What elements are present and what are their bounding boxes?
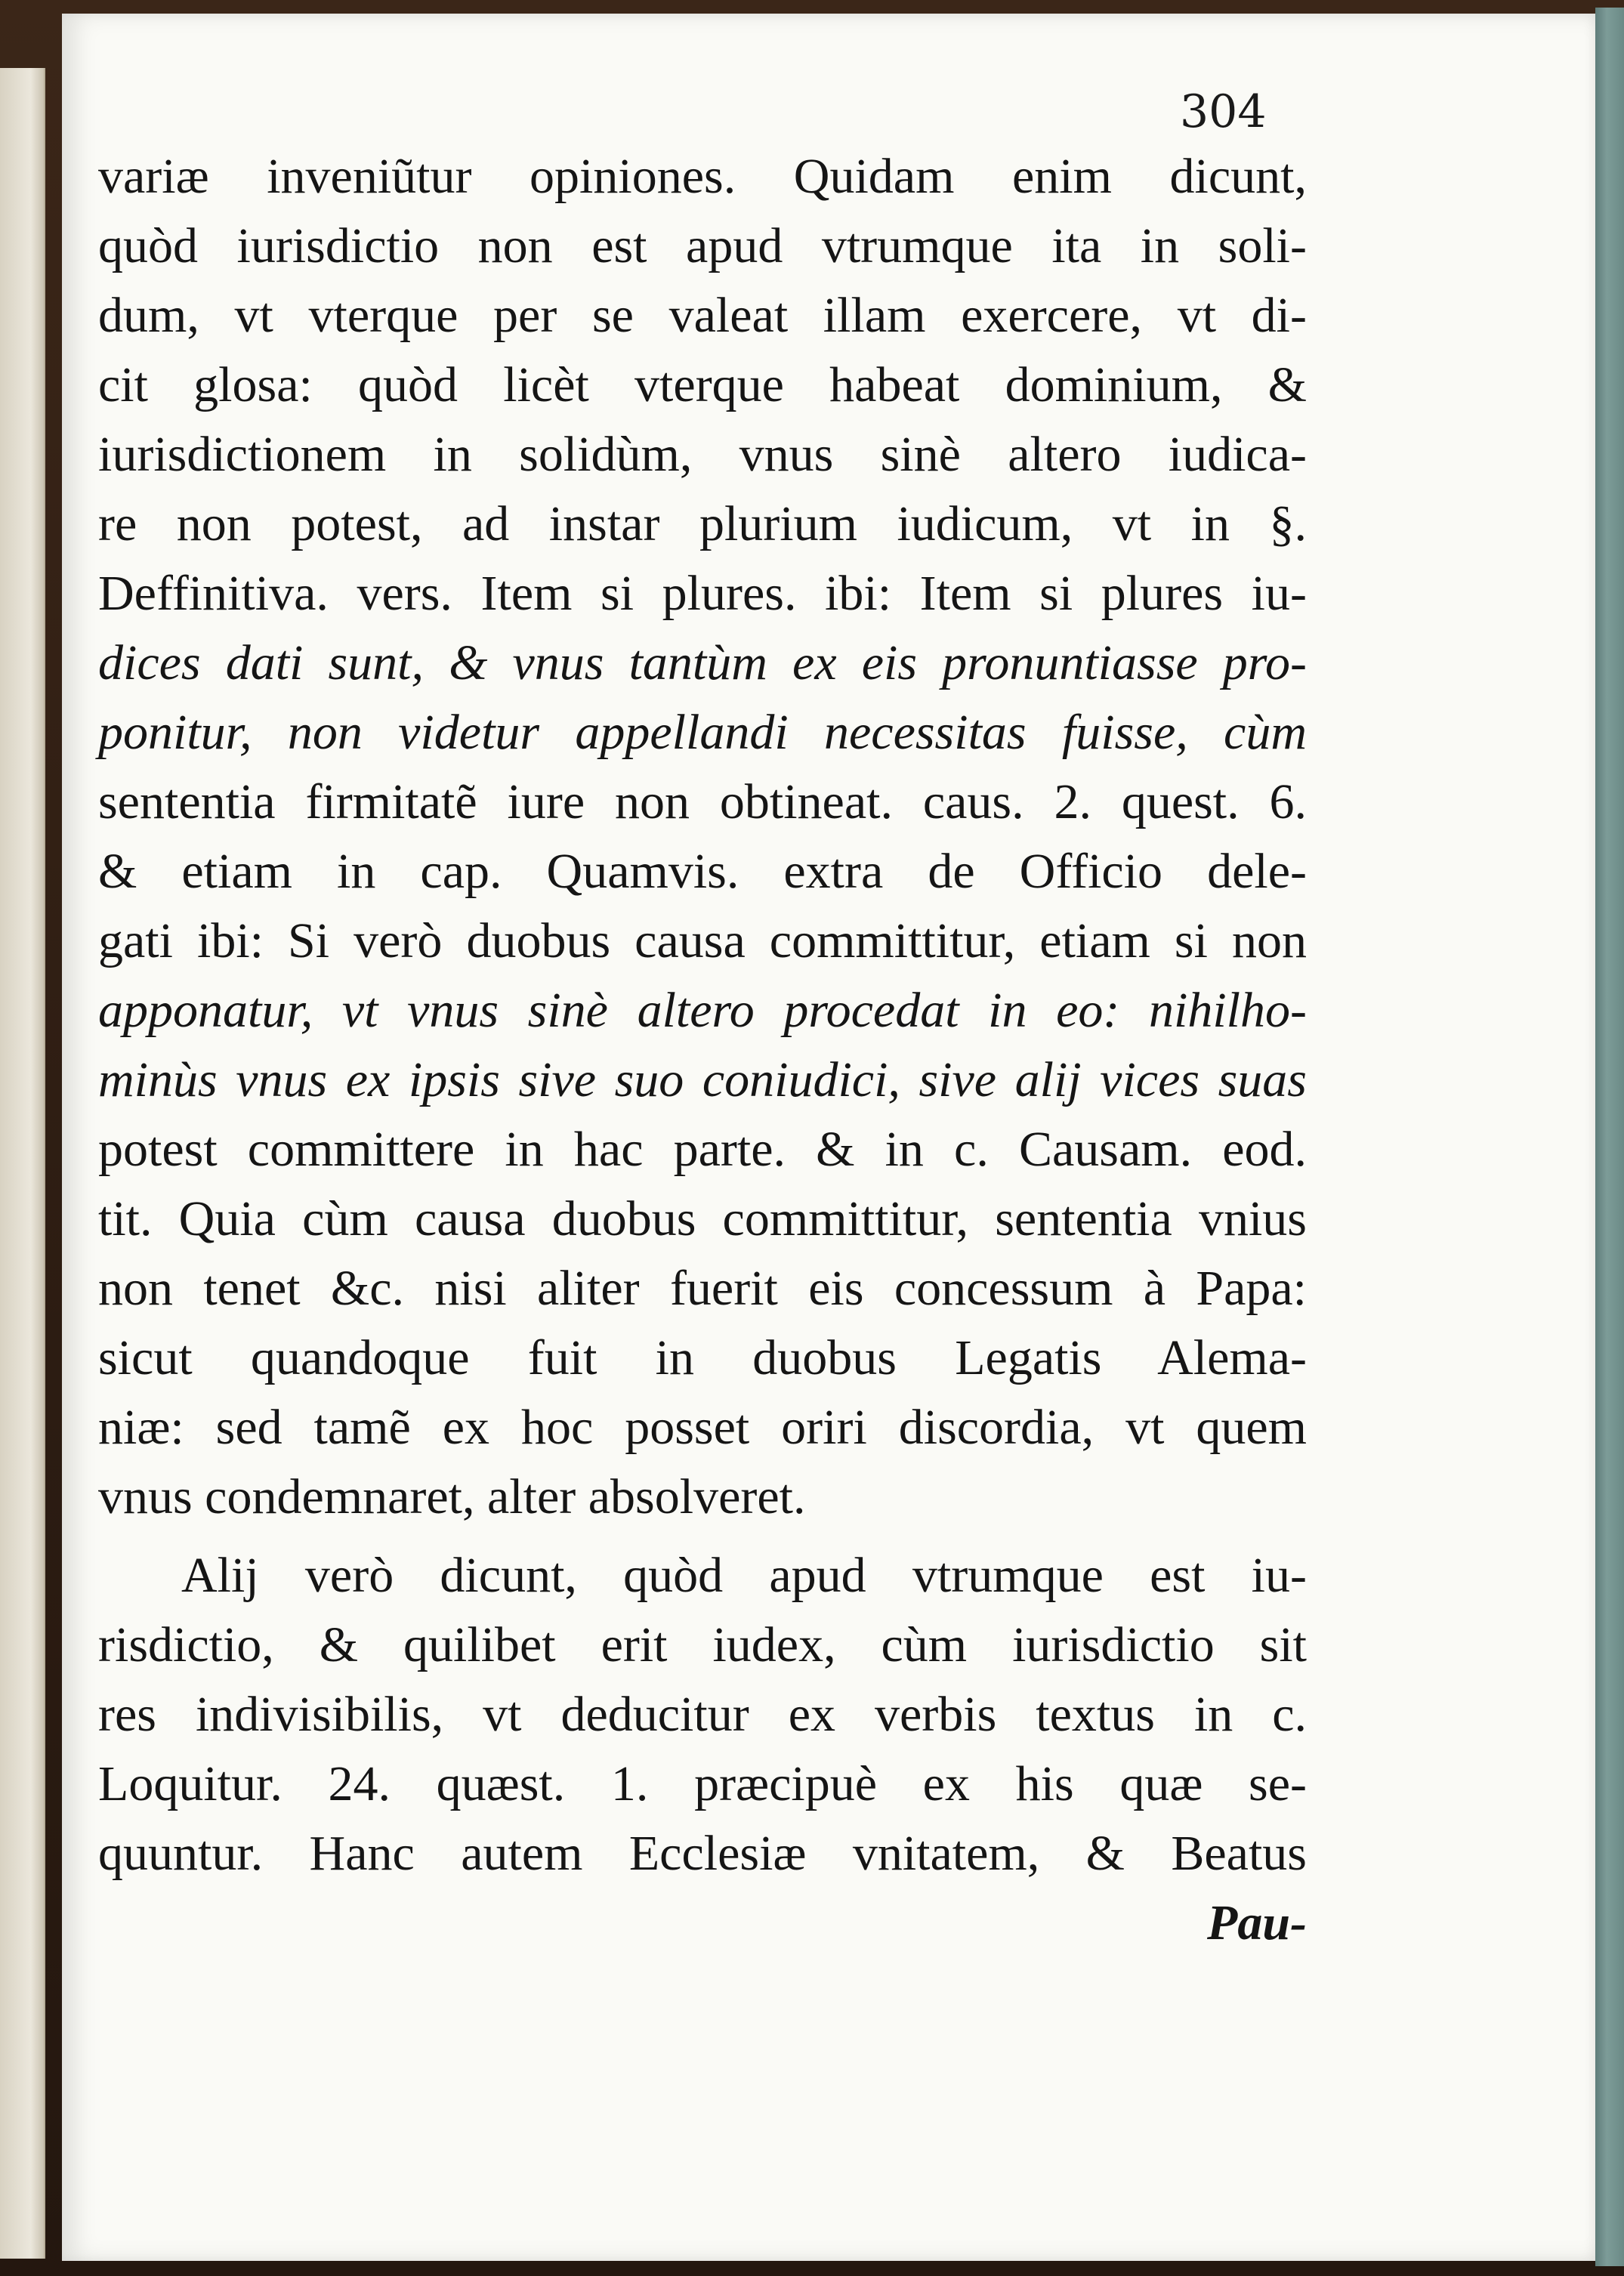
text-line: niæ: sed tamẽ ex hoc posset oriri discordia, vt quem (98, 1400, 1307, 1455)
text-line: Alij verò dicunt, quòd apud vtrumque est iu- (181, 1548, 1307, 1603)
text-line: re non potest, ad instar plurium iudicum, vt in §. (98, 496, 1307, 551)
text-line: Deffinitiva. vers. Item si plures. ibi: Item si plures iu- (98, 566, 1307, 621)
text-line: potest committere in hac parte. & in c. Causam. eod. (98, 1122, 1307, 1177)
book-page (62, 14, 1595, 2261)
text-line: Loquitur. 24. quæst. 1. præcipuè ex his quæ se- (98, 1756, 1307, 1811)
text-line: & etiam in cap. Quamvis. extra de Officio dele- (98, 844, 1307, 899)
text-line: sententia firmitatẽ iure non obtineat. caus. 2. quest. 6. (98, 774, 1307, 829)
body-text (98, 142, 1307, 1958)
text-line: minùs vnus ex ipsis sive suo coniudici, sive alij vices suas (98, 1052, 1307, 1107)
catchword: Pau- (1207, 1895, 1307, 1950)
text-line: non tenet &c. nisi aliter fuerit eis concessum à Papa: (98, 1261, 1307, 1316)
text-line: apponatur, vt vnus sinè altero procedat in eo: nihilho- (98, 983, 1307, 1038)
text-line: variæ inveniũtur opiniones. Quidam enim dicunt, (98, 149, 1307, 204)
text-line: gati ibi: Si verò duobus causa committitur, etiam si non (98, 913, 1307, 968)
text-line: quuntur. Hanc autem Ecclesiæ vnitatem, & Beatus (98, 1826, 1307, 1881)
text-line: vnus condemnaret, alter absolveret. (98, 1469, 806, 1524)
facing-page-edge (0, 68, 45, 2259)
book-cover-edge (1595, 8, 1624, 2266)
text-line: dices dati sunt, & vnus tantùm ex eis pronuntiasse pro- (98, 635, 1307, 690)
text-line: sicut quandoque fuit in duobus Legatis Alema- (98, 1330, 1307, 1385)
text-line: risdictio, & quilibet erit iudex, cùm iurisdictio sit (98, 1617, 1307, 1672)
page-number: 304 (1180, 85, 1267, 138)
text-line: iurisdictionem in solidùm, vnus sinè altero iudica- (98, 427, 1307, 482)
text-line: tit. Quia cùm causa duobus committitur, sententia vnius (98, 1191, 1307, 1246)
text-line: ponitur, non videtur appellandi necessitas fuisse, cùm (98, 705, 1307, 760)
text-line: cit glosa: quòd licèt vterque habeat dominium, & (98, 357, 1307, 412)
text-line: quòd iurisdictio non est apud vtrumque ita in soli- (98, 218, 1307, 273)
text-line: res indivisibilis, vt deducitur ex verbis textus in c. (98, 1687, 1307, 1742)
paragraph-gap (98, 1532, 1307, 1541)
text-line: dum, vt vterque per se valeat illam exercere, vt di- (98, 288, 1307, 343)
